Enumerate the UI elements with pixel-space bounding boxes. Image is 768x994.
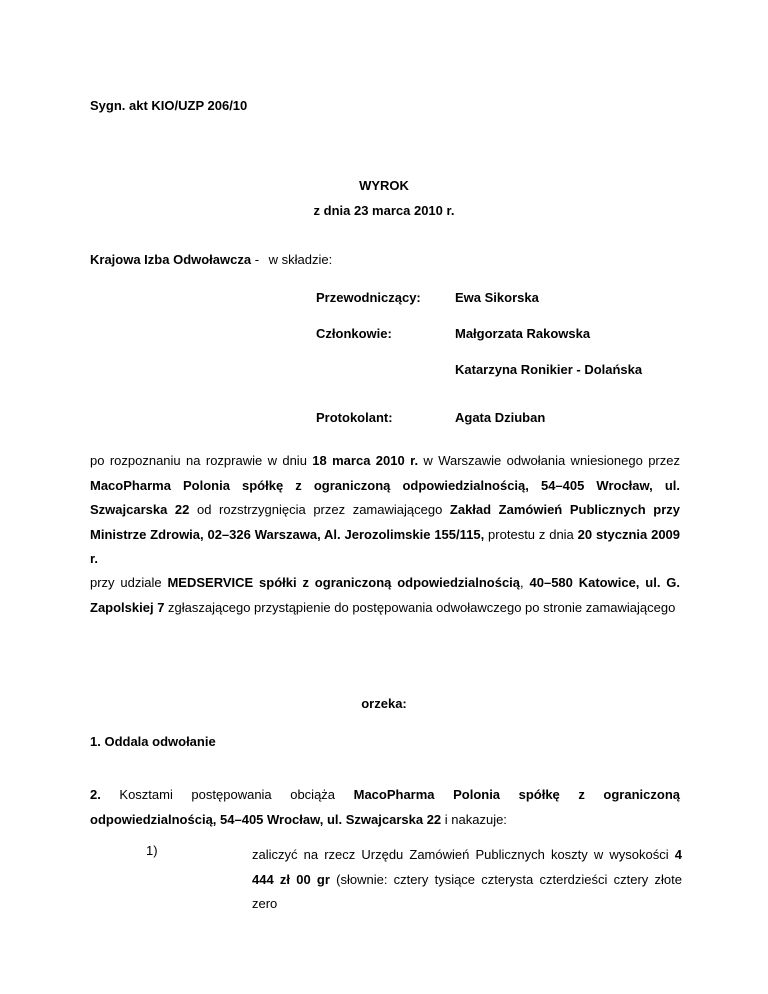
intervener-paragraph: przy udziale MEDSERVICE spółki z ograniczoną odpowiedzialnością, 40–580 Katowice, ul. G. Zapolskiej 7 zgłaszającego przystąpienie do postępowania odwoławczego po stronie zamawiającego (90, 575, 680, 615)
composition-intro: Krajowa Izba Odwoławcza - w składzie: (90, 252, 333, 267)
sub-point-number: 1) (146, 843, 158, 858)
case-number: Sygn. akt KIO/UZP 206/10 (90, 98, 248, 113)
clerk-name: Agata Dziuban (455, 410, 546, 425)
document-title: WYROK (359, 178, 409, 193)
document-date: z dnia 23 marca 2010 r. (313, 203, 455, 218)
proceedings-paragraph: po rozpoznaniu na rozprawie w dniu 18 marca 2010 r. w Warszawie odwołania wniesionego przez MacoPharma Polonia spółkę z ograniczoną odpowiedzialnością, 54–405 Wrocław, ul. Szwajcarska 22 od rozstrzygnięcia przez zamawiającego Zakład Zamówień Publicznych przy Ministrze Zdrowia, 02–326 Warszawa, Al. Jerozolimskie 155/115, protestu z dnia 20 stycznia 2009 r. (90, 453, 681, 566)
clerk-label: Protokolant: (316, 410, 393, 425)
chair-label: Przewodniczący: (316, 290, 421, 305)
ruling-point-2: 2. Kosztami postępowania obciąża MacoPharma Polonia spółkę z ograniczoną odpowiedzialnością, 54–405 Wrocław, ul. Szwajcarska 22 i nakazuje: (90, 787, 680, 827)
chamber-name: Krajowa Izba Odwoławcza (90, 252, 252, 267)
member-2-name: Katarzyna Ronikier - Dolańska (455, 362, 643, 377)
chair-name: Ewa Sikorska (455, 290, 539, 305)
sub-point-text: zaliczyć na rzecz Urzędu Zamówień Publicznych koszty w wysokości 4 444 zł 00 gr (słownie: cztery tysiące czterysta czterdzieści cztery złote zero (252, 847, 682, 911)
members-label: Członkowie: (316, 326, 392, 341)
member-1-name: Małgorzata Rakowska (455, 326, 591, 341)
ruling-point-1: 1. Oddala odwołanie (90, 734, 216, 749)
ruling-heading: orzeka: (361, 696, 407, 711)
